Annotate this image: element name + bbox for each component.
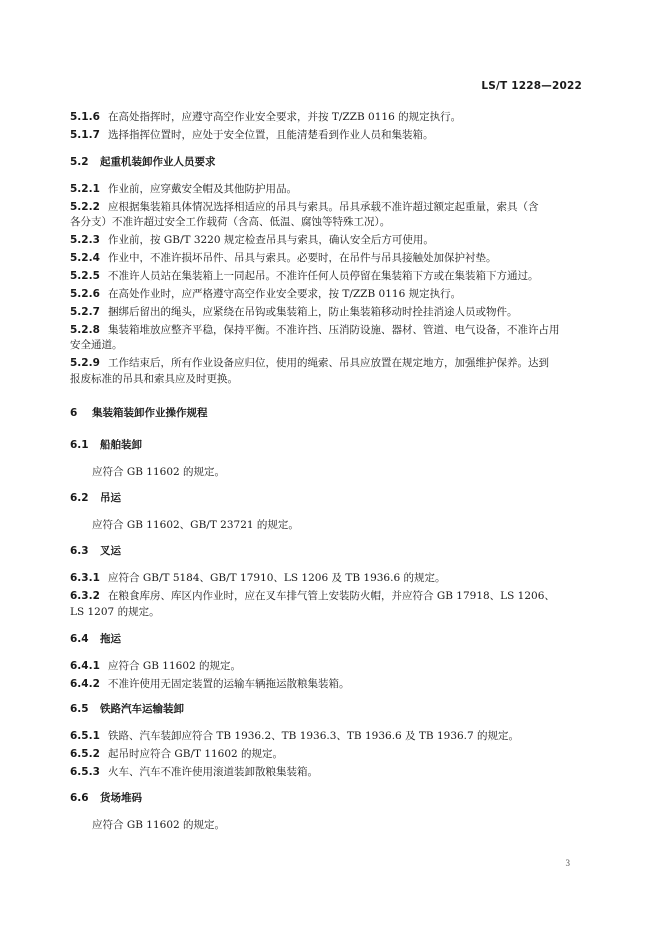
clause-text: 应符合 GB/T 5184、GB/T 17910、LS 1206 及 TB 1936.6 的规定。 — [108, 572, 446, 584]
clause-number: 6.4.1 — [70, 660, 100, 672]
clause-number: 6.4.2 — [70, 678, 100, 690]
clause-number: 5.2.6 — [70, 288, 100, 300]
section-6-6-body — [70, 818, 614, 832]
section-number: 6.5 — [70, 703, 89, 715]
section-title: 拖运 — [100, 633, 121, 645]
clause-5-2-9 — [70, 356, 592, 370]
section-title: 货场堆码 — [100, 792, 142, 804]
clause-5-1-6 — [70, 110, 592, 124]
clause-text: LS 1207 的规定。 — [70, 606, 160, 618]
section-number: 6.3 — [70, 545, 89, 557]
clause-number: 5.1.7 — [70, 129, 100, 141]
clause-text: 应符合 GB 11602 的规定。 — [92, 819, 226, 831]
clause-6-4-1 — [70, 659, 592, 673]
section-6-2-body — [70, 518, 614, 532]
clause-5-2-5 — [70, 269, 592, 283]
clause-number: 5.2.3 — [70, 234, 100, 246]
section-6-6-heading — [70, 791, 592, 805]
clause-text: 捆绑后留出的绳头，应紧绕在吊钩或集装箱上，防止集装箱移动时拴挂消途人员或物件。 — [108, 306, 518, 318]
section-title: 船舶装卸 — [100, 439, 142, 451]
section-6-1-heading — [70, 438, 592, 452]
clause-text: 应根据集装箱具体情况选择相适应的吊具与索具。吊具承载不准许超过额定起重量，索具（含 — [108, 201, 539, 213]
clause-number: 6.5.3 — [70, 766, 100, 778]
section-6-2-heading — [70, 491, 592, 505]
clause-number: 5.2.1 — [70, 183, 100, 195]
clause-5-2-8 — [70, 323, 592, 337]
section-title: 集装箱装卸作业操作规程 — [92, 407, 208, 419]
clause-5-1-7 — [70, 128, 592, 142]
clause-5-2-8-cont — [70, 338, 592, 352]
clause-5-2-4 — [70, 251, 592, 265]
clause-5-2-3 — [70, 233, 592, 247]
clause-5-2-6 — [70, 287, 592, 301]
clause-text: 应符合 GB 11602、GB/T 23721 的规定。 — [92, 519, 299, 531]
clause-6-5-1 — [70, 729, 592, 743]
section-number: 6.2 — [70, 492, 89, 504]
clause-6-5-2 — [70, 747, 592, 761]
section-title: 铁路汽车运输装卸 — [100, 703, 184, 715]
section-6-3-heading — [70, 544, 592, 558]
clause-5-2-9-cont — [70, 372, 592, 386]
clause-text: 选择指挥位置时，应处于安全位置，且能清楚看到作业人员和集装箱。 — [108, 129, 434, 141]
clause-number: 5.1.6 — [70, 111, 100, 123]
clause-text: 应符合 GB 11602 的规定。 — [108, 660, 242, 672]
clause-text: 作业前，应穿戴安全帽及其他防护用品。 — [108, 183, 297, 195]
clause-number: 5.2.5 — [70, 270, 100, 282]
section-title: 叉运 — [100, 545, 121, 557]
clause-text: 各分支）不准许超过安全工作载荷（含高、低温、腐蚀等特殊工况）。 — [70, 216, 391, 228]
section-6-1-body — [70, 465, 614, 479]
section-number: 5.2 — [70, 156, 89, 168]
clause-text: 起吊时应符合 GB/T 11602 的规定。 — [108, 748, 284, 760]
clause-6-3-2-cont — [70, 605, 592, 619]
clause-number: 6.5.1 — [70, 730, 100, 742]
clause-text: 铁路、汽车装卸应符合 TB 1936.2、TB 1936.3、TB 1936.6 及 TB 1936.7 的规定。 — [108, 730, 520, 742]
clause-number: 5.2.2 — [70, 201, 100, 213]
clause-5-2-1 — [70, 182, 592, 196]
section-6-heading — [70, 406, 592, 420]
clause-text: 集装箱堆放应整齐平稳，保持平衡。不准许挡、压消防设施、器材、管道、电气设备，不准许占用 — [108, 324, 560, 336]
clause-number: 6.5.2 — [70, 748, 100, 760]
section-number: 6.6 — [70, 792, 89, 804]
clause-text: 工作结束后，所有作业设备应归位，使用的绳索、吊具应放置在规定地方，加强维护保养。达到 — [108, 357, 549, 369]
section-number: 6 — [70, 407, 78, 419]
section-5-2-heading — [70, 155, 592, 169]
clause-5-2-2-cont — [70, 215, 592, 229]
clause-text: 火车、汽车不准许使用滚道装卸散粮集装箱。 — [108, 766, 318, 778]
clause-6-3-1 — [70, 571, 592, 585]
section-title: 吊运 — [100, 492, 121, 504]
clause-text: 报废标准的吊具和索具应及时更换。 — [70, 373, 238, 385]
section-number: 6.1 — [70, 439, 89, 451]
clause-6-4-2 — [70, 677, 592, 691]
section-title: 起重机装卸作业人员要求 — [100, 156, 216, 168]
clause-text: 作业中，不准许损坏吊件、吊具与索具。必要时，在吊件与吊具接触处加保护衬垫。 — [108, 252, 497, 264]
clause-5-2-7 — [70, 305, 592, 319]
section-6-5-heading — [70, 702, 592, 716]
clause-number: 6.3.1 — [70, 572, 100, 584]
clause-text: 在高处作业时，应严格遵守高空作业安全要求，按 T/ZZB 0116 规定执行。 — [108, 288, 462, 300]
clause-text: 在高处指挥时，应遵守高空作业安全要求，并按 T/ZZB 0116 的规定执行。 — [108, 111, 462, 123]
clause-text: 在粮食库房、库区内作业时，应在叉车排气管上安装防火帽，并应符合 GB 17918、LS 1206、 — [108, 590, 555, 602]
clause-text: 不准许使用无固定装置的运输车辆拖运散粮集装箱。 — [108, 678, 350, 690]
clause-number: 5.2.8 — [70, 324, 100, 336]
section-6-4-heading — [70, 632, 592, 646]
page-number: 3 — [565, 858, 570, 868]
section-number: 6.4 — [70, 633, 89, 645]
clause-text: 作业前，按 GB/T 3220 规定检查吊具与索具，确认安全后方可使用。 — [108, 234, 434, 246]
clause-5-2-2 — [70, 200, 592, 214]
clause-6-3-2 — [70, 589, 592, 603]
clause-6-5-3 — [70, 765, 592, 779]
clause-number: 5.2.7 — [70, 306, 100, 318]
clause-number: 5.2.9 — [70, 357, 100, 369]
standard-code: LS/T 1228—2022 — [481, 80, 582, 92]
clause-text: 安全通道。 — [70, 339, 123, 351]
clause-text: 不准许人员站在集装箱上一同起吊。不准许任何人员停留在集装箱下方或在集装箱下方通过。 — [108, 270, 539, 282]
clause-number: 6.3.2 — [70, 590, 100, 602]
clause-number: 5.2.4 — [70, 252, 100, 264]
clause-text: 应符合 GB 11602 的规定。 — [92, 466, 226, 478]
